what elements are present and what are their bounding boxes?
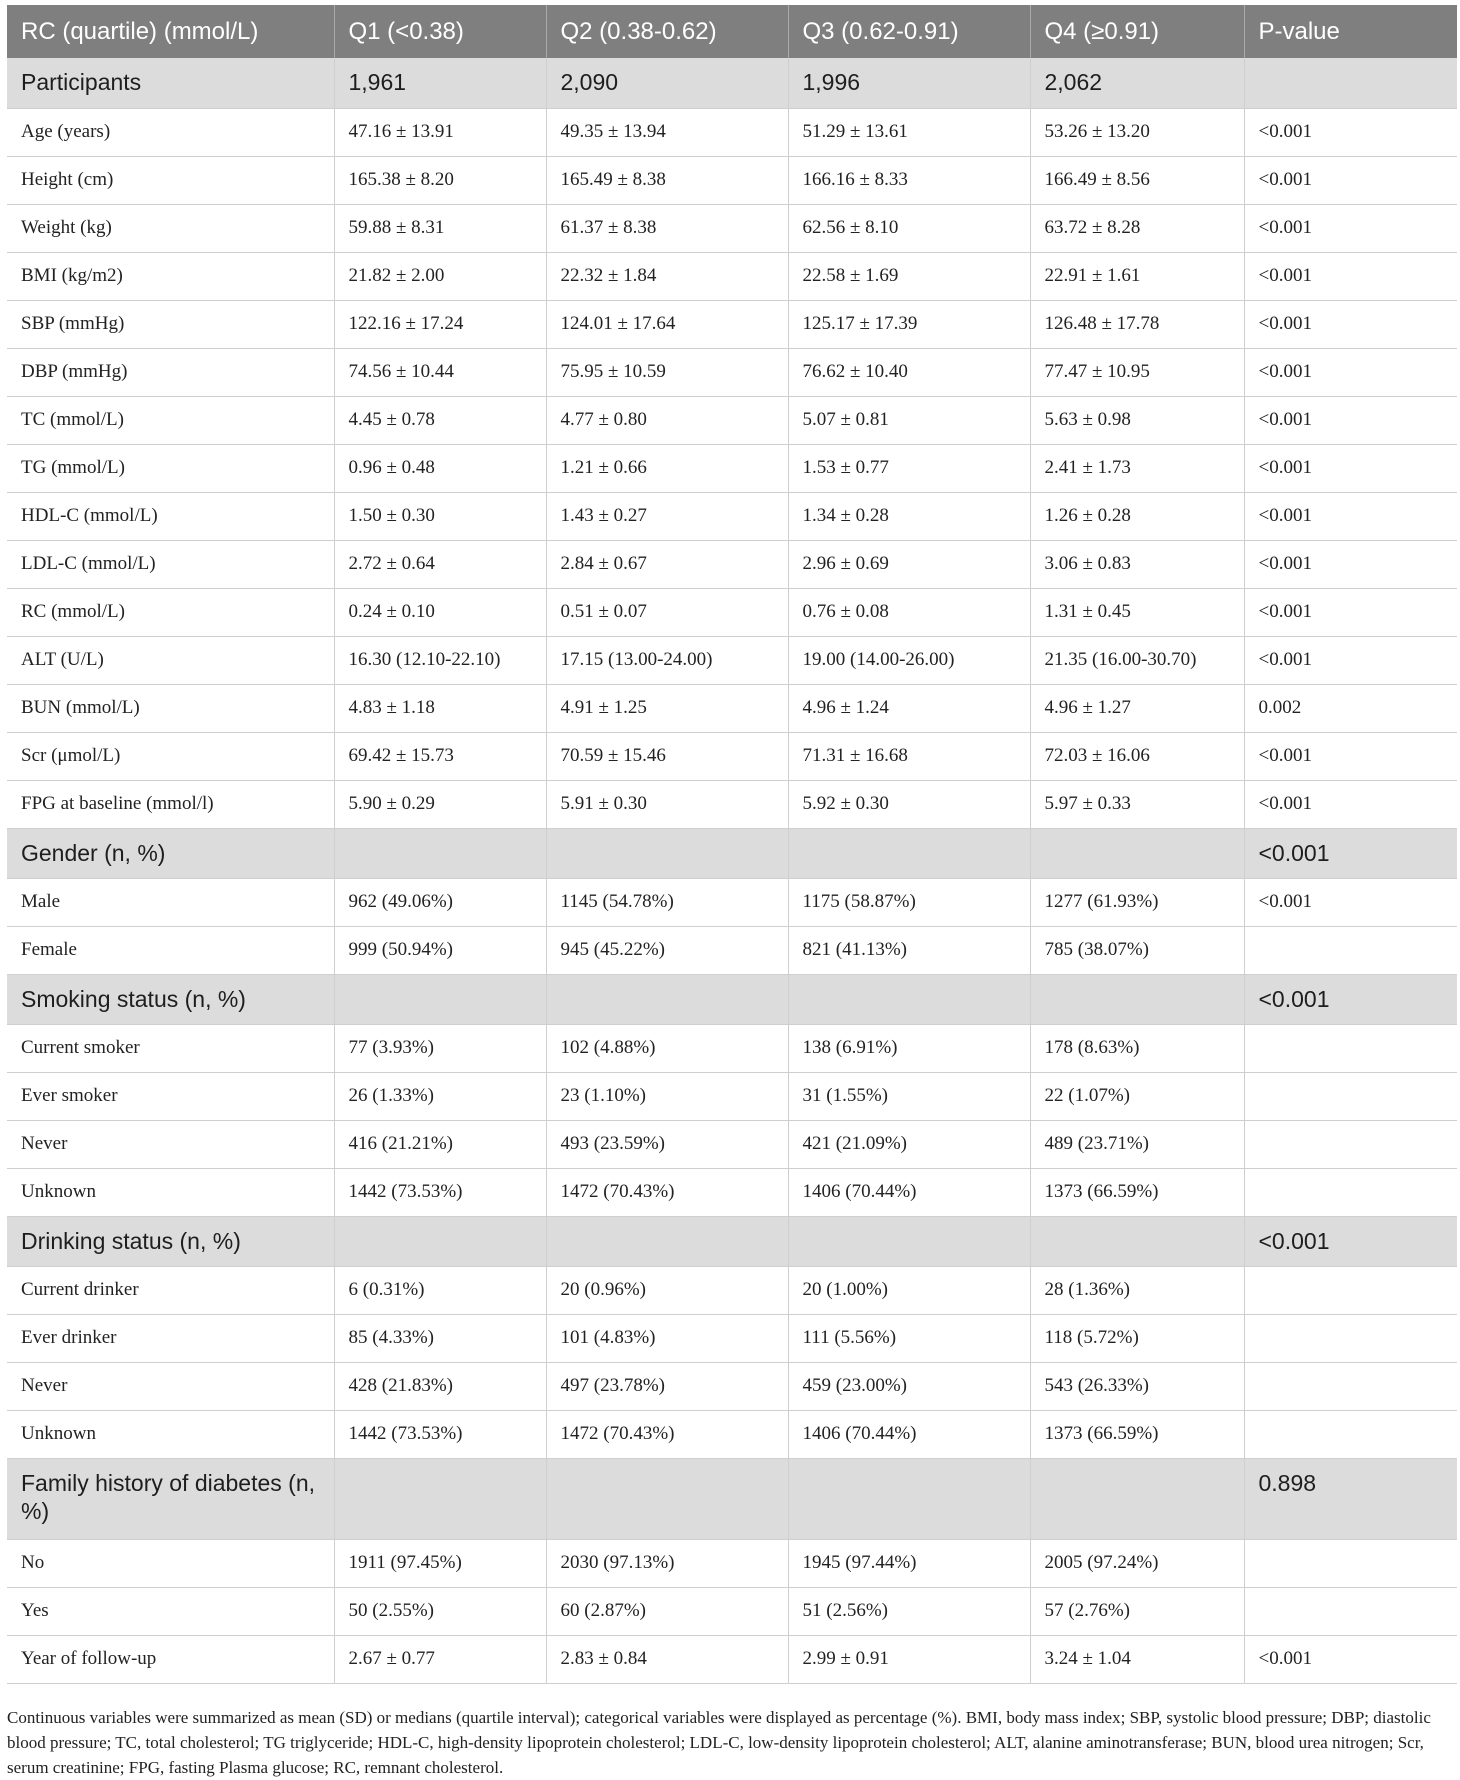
q4-value: 3.06 ± 0.83 bbox=[1030, 540, 1244, 588]
p-value bbox=[1244, 1168, 1457, 1216]
q3-value: 76.62 ± 10.40 bbox=[788, 348, 1030, 396]
baseline-characteristics-table bbox=[7, 5, 1457, 1684]
row-label: Weight (kg) bbox=[7, 204, 334, 252]
table-row bbox=[7, 684, 1457, 732]
q2-value: 1145 (54.78%) bbox=[546, 878, 788, 926]
q1-value: 999 (50.94%) bbox=[334, 926, 546, 974]
table-row bbox=[7, 156, 1457, 204]
table-row bbox=[7, 1024, 1457, 1072]
q2-value: 20 (0.96%) bbox=[546, 1266, 788, 1314]
p-value: <0.001 bbox=[1244, 156, 1457, 204]
q4-value: 4.96 ± 1.27 bbox=[1030, 684, 1244, 732]
q2-value: 2.83 ± 0.84 bbox=[546, 1635, 788, 1683]
q1-value: 26 (1.33%) bbox=[334, 1072, 546, 1120]
q2-value: 101 (4.83%) bbox=[546, 1314, 788, 1362]
q1-value: 47.16 ± 13.91 bbox=[334, 108, 546, 156]
p-value bbox=[1244, 1587, 1457, 1635]
table-row bbox=[7, 1314, 1457, 1362]
q3-value: 138 (6.91%) bbox=[788, 1024, 1030, 1072]
q3-value: 62.56 ± 8.10 bbox=[788, 204, 1030, 252]
q2-value: 102 (4.88%) bbox=[546, 1024, 788, 1072]
row-label: RC (mmol/L) bbox=[7, 588, 334, 636]
q4-value: 118 (5.72%) bbox=[1030, 1314, 1244, 1362]
row-label: Gender (n, %) bbox=[7, 828, 334, 878]
p-value: <0.001 bbox=[1244, 588, 1457, 636]
q2-value: 1.21 ± 0.66 bbox=[546, 444, 788, 492]
row-label: Current drinker bbox=[7, 1266, 334, 1314]
q3-value: 31 (1.55%) bbox=[788, 1072, 1030, 1120]
q4-value: 2005 (97.24%) bbox=[1030, 1539, 1244, 1587]
baseline-characteristics-table-container bbox=[7, 5, 1457, 1684]
p-value: <0.001 bbox=[1244, 252, 1457, 300]
p-value: <0.001 bbox=[1244, 300, 1457, 348]
q4-value bbox=[1030, 828, 1244, 878]
header-q1: Q1 (<0.38) bbox=[334, 5, 546, 58]
q2-value: 22.32 ± 1.84 bbox=[546, 252, 788, 300]
table-row bbox=[7, 1587, 1457, 1635]
q2-value: 17.15 (13.00-24.00) bbox=[546, 636, 788, 684]
row-label: BUN (mmol/L) bbox=[7, 684, 334, 732]
q4-value: 1277 (61.93%) bbox=[1030, 878, 1244, 926]
table-row bbox=[7, 732, 1457, 780]
table-row bbox=[7, 926, 1457, 974]
q2-value: 75.95 ± 10.59 bbox=[546, 348, 788, 396]
q2-value: 4.91 ± 1.25 bbox=[546, 684, 788, 732]
q1-value: 416 (21.21%) bbox=[334, 1120, 546, 1168]
q4-value: 1.26 ± 0.28 bbox=[1030, 492, 1244, 540]
p-value bbox=[1244, 58, 1457, 108]
q2-value: 497 (23.78%) bbox=[546, 1362, 788, 1410]
q3-value: 0.76 ± 0.08 bbox=[788, 588, 1030, 636]
table-row bbox=[7, 588, 1457, 636]
q4-value: 22 (1.07%) bbox=[1030, 1072, 1244, 1120]
q4-value: 28 (1.36%) bbox=[1030, 1266, 1244, 1314]
row-label: Unknown bbox=[7, 1410, 334, 1458]
q2-value: 493 (23.59%) bbox=[546, 1120, 788, 1168]
q2-value: 70.59 ± 15.46 bbox=[546, 732, 788, 780]
table-section-row bbox=[7, 58, 1457, 108]
row-label: Ever drinker bbox=[7, 1314, 334, 1362]
q3-value bbox=[788, 828, 1030, 878]
q4-value: 1.31 ± 0.45 bbox=[1030, 588, 1244, 636]
p-value: <0.001 bbox=[1244, 204, 1457, 252]
q4-value: 1373 (66.59%) bbox=[1030, 1410, 1244, 1458]
table-row bbox=[7, 444, 1457, 492]
row-label: No bbox=[7, 1539, 334, 1587]
table-row bbox=[7, 108, 1457, 156]
q4-value: 2,062 bbox=[1030, 58, 1244, 108]
q4-value: 63.72 ± 8.28 bbox=[1030, 204, 1244, 252]
p-value: 0.002 bbox=[1244, 684, 1457, 732]
q2-value bbox=[546, 1458, 788, 1539]
q1-value: 59.88 ± 8.31 bbox=[334, 204, 546, 252]
row-label: Male bbox=[7, 878, 334, 926]
p-value bbox=[1244, 1072, 1457, 1120]
p-value: <0.001 bbox=[1244, 878, 1457, 926]
q2-value bbox=[546, 1216, 788, 1266]
row-label: Height (cm) bbox=[7, 156, 334, 204]
p-value bbox=[1244, 1266, 1457, 1314]
q4-value: 53.26 ± 13.20 bbox=[1030, 108, 1244, 156]
table-section-row bbox=[7, 828, 1457, 878]
header-p-value: P-value bbox=[1244, 5, 1457, 58]
q2-value: 2.84 ± 0.67 bbox=[546, 540, 788, 588]
q1-value: 4.83 ± 1.18 bbox=[334, 684, 546, 732]
q1-value: 77 (3.93%) bbox=[334, 1024, 546, 1072]
p-value: <0.001 bbox=[1244, 396, 1457, 444]
q4-value: 166.49 ± 8.56 bbox=[1030, 156, 1244, 204]
table-row bbox=[7, 1072, 1457, 1120]
row-label: FPG at baseline (mmol/l) bbox=[7, 780, 334, 828]
q1-value: 85 (4.33%) bbox=[334, 1314, 546, 1362]
row-label: Ever smoker bbox=[7, 1072, 334, 1120]
q2-value bbox=[546, 828, 788, 878]
table-row bbox=[7, 540, 1457, 588]
table-row bbox=[7, 1635, 1457, 1683]
q2-value bbox=[546, 974, 788, 1024]
row-label: SBP (mmHg) bbox=[7, 300, 334, 348]
q1-value bbox=[334, 1216, 546, 1266]
q3-value: 1406 (70.44%) bbox=[788, 1168, 1030, 1216]
q3-value: 4.96 ± 1.24 bbox=[788, 684, 1030, 732]
q2-value: 0.51 ± 0.07 bbox=[546, 588, 788, 636]
table-footnote: Continuous variables were summarized as mean (SD) or medians (quartile interval); categorical variables were displayed as percentage (%). BMI, body mass index; SBP, systolic blood pressure; DBP; diastolic blood pressure; TC, total cholesterol; TG triglyceride; HDL-C, high-density lipoprotein cholesterol; LDL-C, low-density lipoprotein cholesterol; ALT, alanine aminotransferase; BUN, blood urea nitrogen; Scr, serum creatinine; FPG, fasting Plasma glucose; RC, remnant cholesterol. bbox=[7, 1708, 1431, 1777]
row-label: DBP (mmHg) bbox=[7, 348, 334, 396]
q2-value: 2,090 bbox=[546, 58, 788, 108]
p-value: <0.001 bbox=[1244, 444, 1457, 492]
q3-value: 421 (21.09%) bbox=[788, 1120, 1030, 1168]
q4-value: 178 (8.63%) bbox=[1030, 1024, 1244, 1072]
p-value bbox=[1244, 1362, 1457, 1410]
p-value: <0.001 bbox=[1244, 1635, 1457, 1683]
header-q4: Q4 (≥0.91) bbox=[1030, 5, 1244, 58]
table-row bbox=[7, 1410, 1457, 1458]
q2-value: 5.91 ± 0.30 bbox=[546, 780, 788, 828]
q3-value: 1,996 bbox=[788, 58, 1030, 108]
p-value: <0.001 bbox=[1244, 780, 1457, 828]
p-value: <0.001 bbox=[1244, 492, 1457, 540]
q2-value: 124.01 ± 17.64 bbox=[546, 300, 788, 348]
q1-value bbox=[334, 828, 546, 878]
header-rc-quartile: RC (quartile) (mmol/L) bbox=[7, 5, 334, 58]
p-value bbox=[1244, 1024, 1457, 1072]
q1-value: 2.67 ± 0.77 bbox=[334, 1635, 546, 1683]
q4-value: 21.35 (16.00-30.70) bbox=[1030, 636, 1244, 684]
table-row bbox=[7, 878, 1457, 926]
q1-value: 2.72 ± 0.64 bbox=[334, 540, 546, 588]
table-header-row bbox=[7, 5, 1457, 58]
q3-value: 166.16 ± 8.33 bbox=[788, 156, 1030, 204]
p-value bbox=[1244, 1539, 1457, 1587]
q1-value: 1.50 ± 0.30 bbox=[334, 492, 546, 540]
q3-value: 2.96 ± 0.69 bbox=[788, 540, 1030, 588]
q3-value: 71.31 ± 16.68 bbox=[788, 732, 1030, 780]
q4-value: 77.47 ± 10.95 bbox=[1030, 348, 1244, 396]
q3-value: 1175 (58.87%) bbox=[788, 878, 1030, 926]
q3-value: 111 (5.56%) bbox=[788, 1314, 1030, 1362]
p-value bbox=[1244, 926, 1457, 974]
row-label: TG (mmol/L) bbox=[7, 444, 334, 492]
q4-value bbox=[1030, 1216, 1244, 1266]
q1-value: 4.45 ± 0.78 bbox=[334, 396, 546, 444]
p-value bbox=[1244, 1410, 1457, 1458]
q2-value: 1472 (70.43%) bbox=[546, 1168, 788, 1216]
q1-value: 50 (2.55%) bbox=[334, 1587, 546, 1635]
row-label: Year of follow-up bbox=[7, 1635, 334, 1683]
table-section-row bbox=[7, 974, 1457, 1024]
table-row bbox=[7, 1120, 1457, 1168]
q4-value: 543 (26.33%) bbox=[1030, 1362, 1244, 1410]
q4-value: 72.03 ± 16.06 bbox=[1030, 732, 1244, 780]
p-value: <0.001 bbox=[1244, 636, 1457, 684]
row-label: Age (years) bbox=[7, 108, 334, 156]
row-label: Unknown bbox=[7, 1168, 334, 1216]
table-section-row bbox=[7, 1216, 1457, 1266]
p-value: 0.898 bbox=[1244, 1458, 1457, 1539]
table-row bbox=[7, 252, 1457, 300]
table-row bbox=[7, 348, 1457, 396]
row-label: ALT (U/L) bbox=[7, 636, 334, 684]
q2-value: 2030 (97.13%) bbox=[546, 1539, 788, 1587]
q2-value: 4.77 ± 0.80 bbox=[546, 396, 788, 444]
q1-value: 1,961 bbox=[334, 58, 546, 108]
q2-value: 49.35 ± 13.94 bbox=[546, 108, 788, 156]
q4-value: 3.24 ± 1.04 bbox=[1030, 1635, 1244, 1683]
q4-value: 22.91 ± 1.61 bbox=[1030, 252, 1244, 300]
table-row bbox=[7, 492, 1457, 540]
table-row bbox=[7, 1539, 1457, 1587]
row-label: Participants bbox=[7, 58, 334, 108]
table-section-row bbox=[7, 1458, 1457, 1539]
q3-value: 22.58 ± 1.69 bbox=[788, 252, 1030, 300]
row-label: Current smoker bbox=[7, 1024, 334, 1072]
q2-value: 61.37 ± 8.38 bbox=[546, 204, 788, 252]
q1-value: 16.30 (12.10-22.10) bbox=[334, 636, 546, 684]
q3-value: 459 (23.00%) bbox=[788, 1362, 1030, 1410]
q4-value: 126.48 ± 17.78 bbox=[1030, 300, 1244, 348]
row-label: TC (mmol/L) bbox=[7, 396, 334, 444]
q1-value: 962 (49.06%) bbox=[334, 878, 546, 926]
row-label: Smoking status (n, %) bbox=[7, 974, 334, 1024]
p-value: <0.001 bbox=[1244, 540, 1457, 588]
q1-value: 0.24 ± 0.10 bbox=[334, 588, 546, 636]
p-value bbox=[1244, 1120, 1457, 1168]
table-row bbox=[7, 1168, 1457, 1216]
q4-value bbox=[1030, 1458, 1244, 1539]
q3-value bbox=[788, 1458, 1030, 1539]
p-value: <0.001 bbox=[1244, 108, 1457, 156]
q4-value: 489 (23.71%) bbox=[1030, 1120, 1244, 1168]
p-value: <0.001 bbox=[1244, 348, 1457, 396]
table-body bbox=[7, 58, 1457, 1683]
q2-value: 60 (2.87%) bbox=[546, 1587, 788, 1635]
q2-value: 1472 (70.43%) bbox=[546, 1410, 788, 1458]
header-q3: Q3 (0.62-0.91) bbox=[788, 5, 1030, 58]
q3-value bbox=[788, 974, 1030, 1024]
q2-value: 23 (1.10%) bbox=[546, 1072, 788, 1120]
q4-value: 785 (38.07%) bbox=[1030, 926, 1244, 974]
q1-value bbox=[334, 1458, 546, 1539]
p-value: <0.001 bbox=[1244, 974, 1457, 1024]
q3-value: 1.34 ± 0.28 bbox=[788, 492, 1030, 540]
q1-value: 165.38 ± 8.20 bbox=[334, 156, 546, 204]
row-label: Never bbox=[7, 1362, 334, 1410]
q1-value: 0.96 ± 0.48 bbox=[334, 444, 546, 492]
q4-value: 1373 (66.59%) bbox=[1030, 1168, 1244, 1216]
table-row bbox=[7, 204, 1457, 252]
q1-value: 21.82 ± 2.00 bbox=[334, 252, 546, 300]
q4-value bbox=[1030, 974, 1244, 1024]
table-row bbox=[7, 1362, 1457, 1410]
p-value: <0.001 bbox=[1244, 1216, 1457, 1266]
q1-value: 122.16 ± 17.24 bbox=[334, 300, 546, 348]
row-label: BMI (kg/m2) bbox=[7, 252, 334, 300]
q3-value bbox=[788, 1216, 1030, 1266]
q3-value: 51.29 ± 13.61 bbox=[788, 108, 1030, 156]
q3-value: 20 (1.00%) bbox=[788, 1266, 1030, 1314]
row-label: Yes bbox=[7, 1587, 334, 1635]
q1-value bbox=[334, 974, 546, 1024]
q4-value: 5.63 ± 0.98 bbox=[1030, 396, 1244, 444]
q3-value: 2.99 ± 0.91 bbox=[788, 1635, 1030, 1683]
header-q2: Q2 (0.38-0.62) bbox=[546, 5, 788, 58]
row-label: HDL-C (mmol/L) bbox=[7, 492, 334, 540]
q1-value: 1911 (97.45%) bbox=[334, 1539, 546, 1587]
q1-value: 6 (0.31%) bbox=[334, 1266, 546, 1314]
q1-value: 5.90 ± 0.29 bbox=[334, 780, 546, 828]
q1-value: 428 (21.83%) bbox=[334, 1362, 546, 1410]
q1-value: 69.42 ± 15.73 bbox=[334, 732, 546, 780]
q4-value: 2.41 ± 1.73 bbox=[1030, 444, 1244, 492]
row-label: LDL-C (mmol/L) bbox=[7, 540, 334, 588]
q3-value: 125.17 ± 17.39 bbox=[788, 300, 1030, 348]
q3-value: 821 (41.13%) bbox=[788, 926, 1030, 974]
table-row bbox=[7, 636, 1457, 684]
q2-value: 1.43 ± 0.27 bbox=[546, 492, 788, 540]
q1-value: 1442 (73.53%) bbox=[334, 1410, 546, 1458]
q3-value: 5.07 ± 0.81 bbox=[788, 396, 1030, 444]
p-value: <0.001 bbox=[1244, 732, 1457, 780]
p-value bbox=[1244, 1314, 1457, 1362]
q3-value: 1.53 ± 0.77 bbox=[788, 444, 1030, 492]
table-row bbox=[7, 1266, 1457, 1314]
q3-value: 19.00 (14.00-26.00) bbox=[788, 636, 1030, 684]
q1-value: 74.56 ± 10.44 bbox=[334, 348, 546, 396]
q4-value: 5.97 ± 0.33 bbox=[1030, 780, 1244, 828]
table-row bbox=[7, 780, 1457, 828]
row-label: Family history of diabetes (n, %) bbox=[7, 1458, 334, 1539]
table-row bbox=[7, 300, 1457, 348]
row-label: Female bbox=[7, 926, 334, 974]
q2-value: 945 (45.22%) bbox=[546, 926, 788, 974]
q3-value: 1945 (97.44%) bbox=[788, 1539, 1030, 1587]
q1-value: 1442 (73.53%) bbox=[334, 1168, 546, 1216]
row-label: Drinking status (n, %) bbox=[7, 1216, 334, 1266]
q4-value: 57 (2.76%) bbox=[1030, 1587, 1244, 1635]
q3-value: 1406 (70.44%) bbox=[788, 1410, 1030, 1458]
q3-value: 5.92 ± 0.30 bbox=[788, 780, 1030, 828]
row-label: Scr (μmol/L) bbox=[7, 732, 334, 780]
p-value: <0.001 bbox=[1244, 828, 1457, 878]
q2-value: 165.49 ± 8.38 bbox=[546, 156, 788, 204]
table-row bbox=[7, 396, 1457, 444]
q3-value: 51 (2.56%) bbox=[788, 1587, 1030, 1635]
row-label: Never bbox=[7, 1120, 334, 1168]
